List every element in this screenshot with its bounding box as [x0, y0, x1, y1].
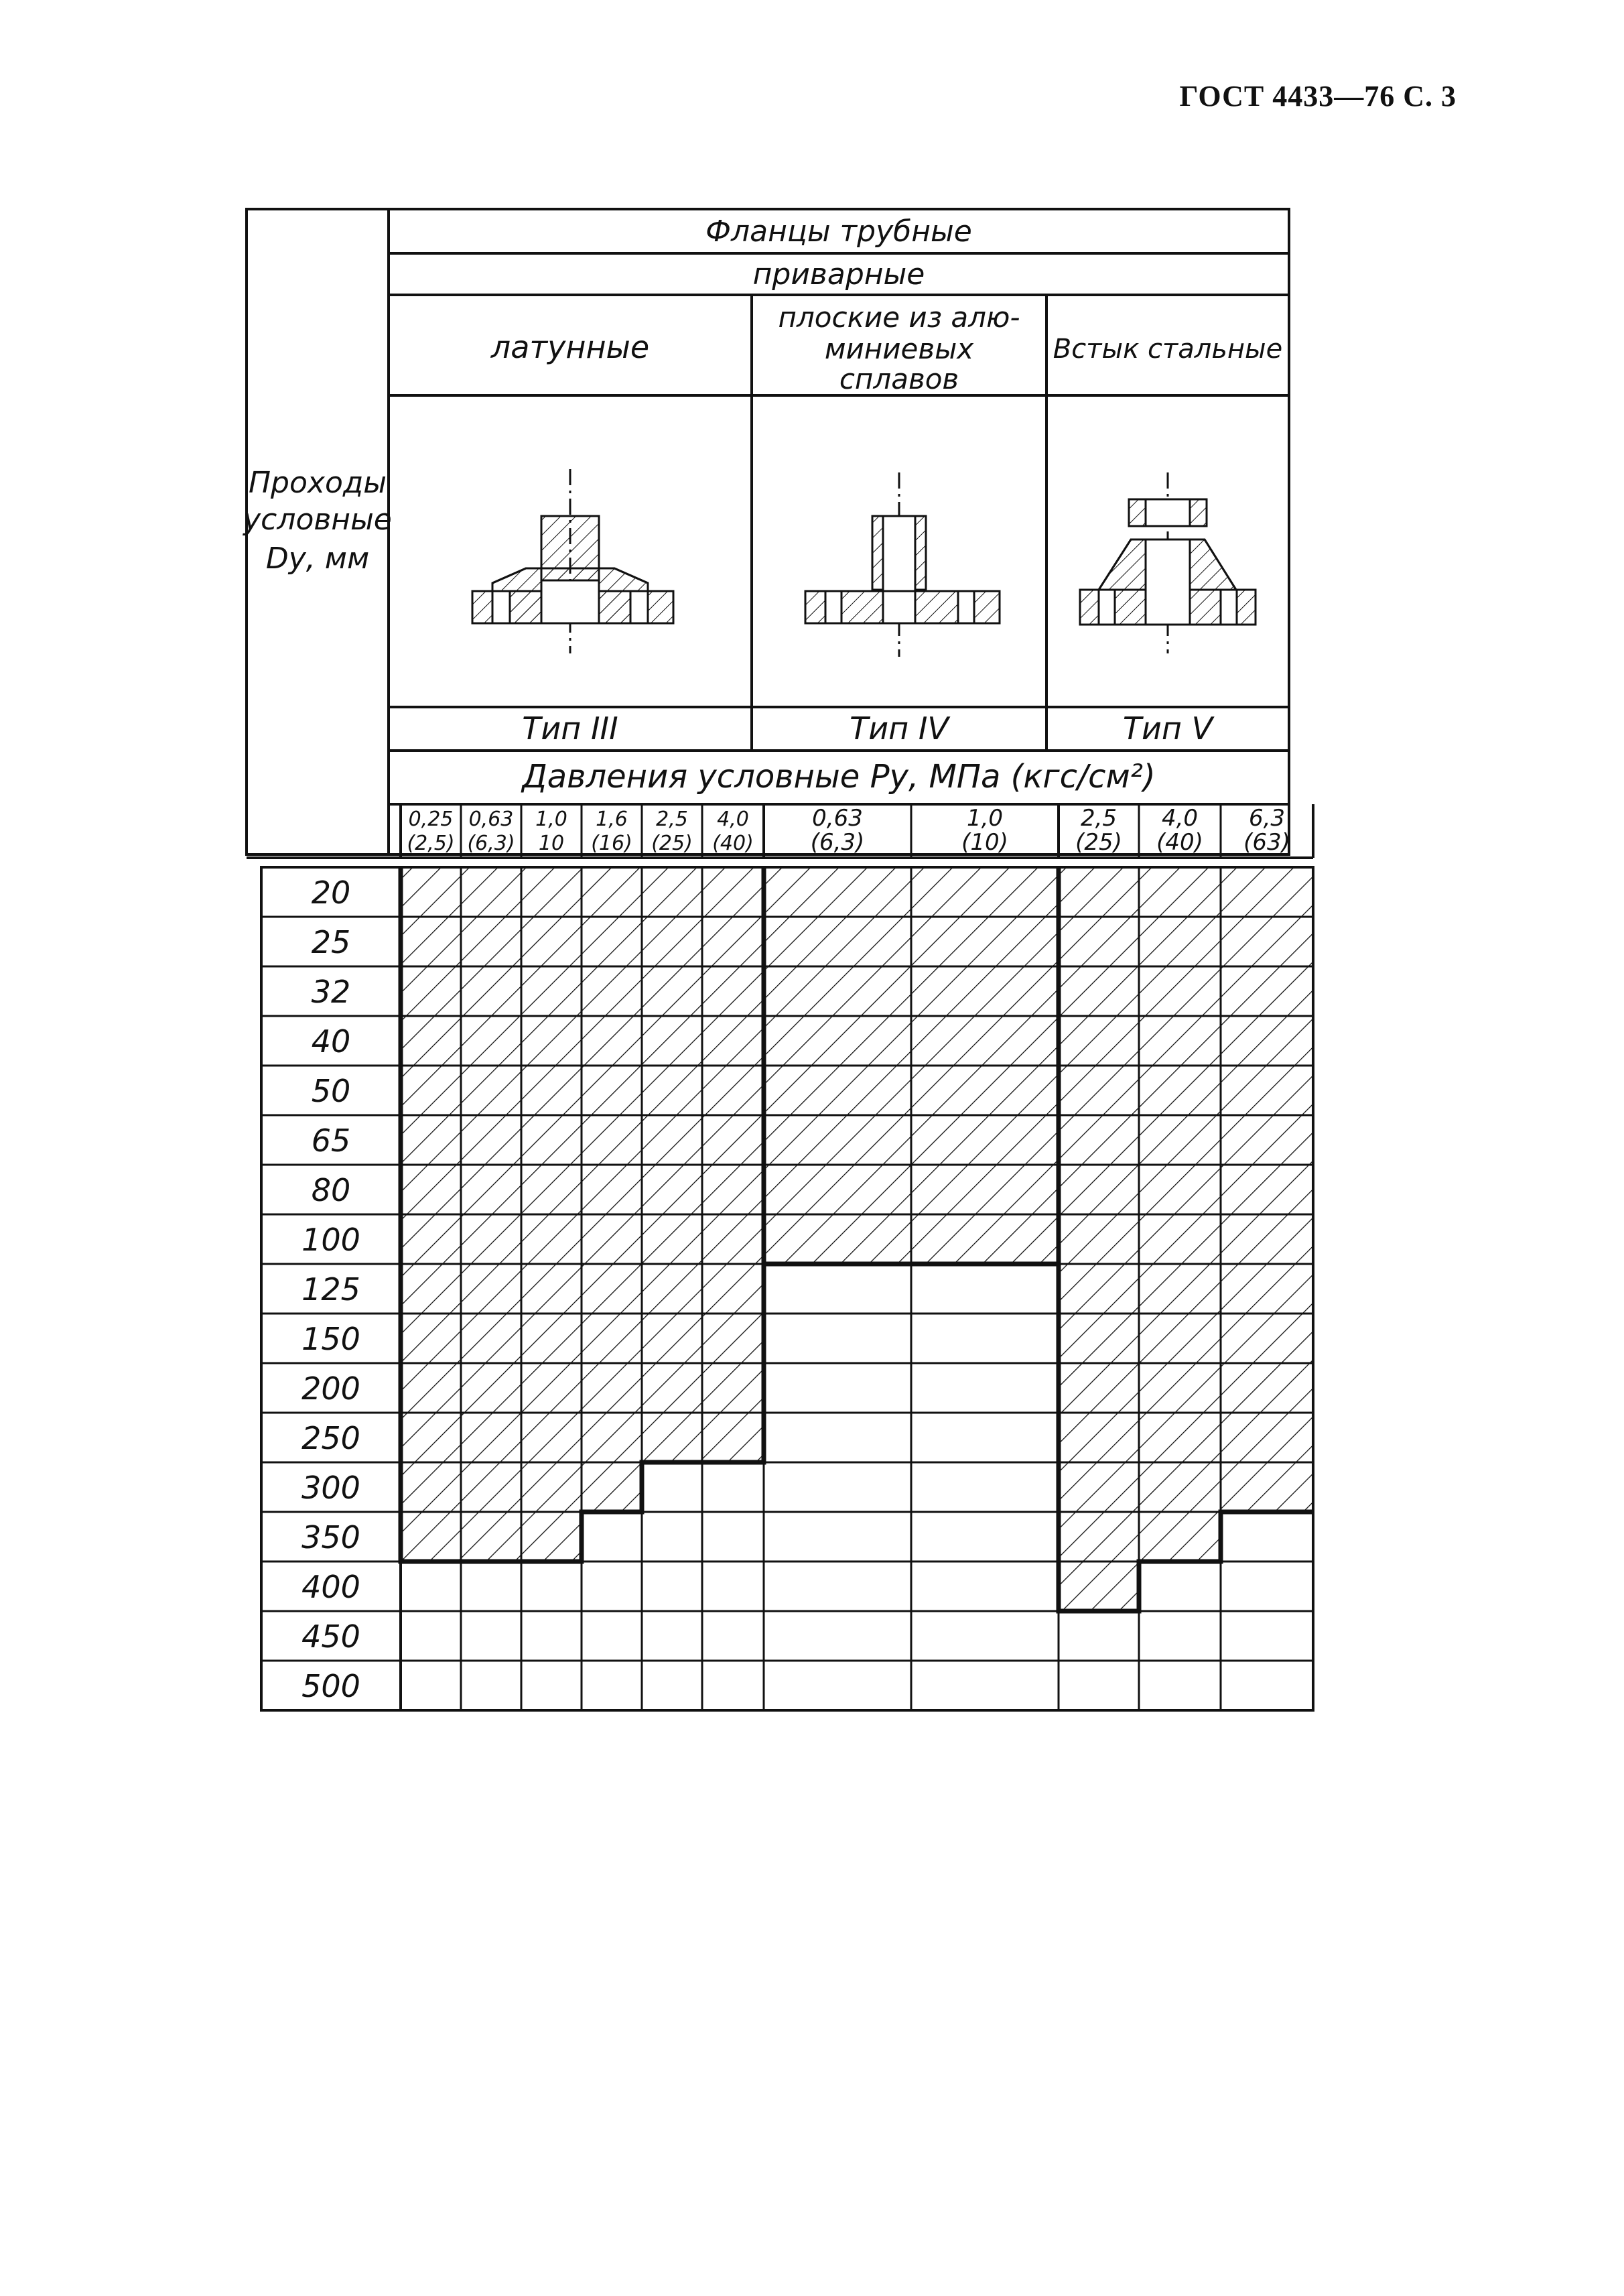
- pressure-header-row: [247, 804, 1313, 858]
- pressure-mpa-label: 0,63: [468, 808, 514, 831]
- availability-cell-fill: [1059, 867, 1139, 1611]
- diameter-label: 400: [301, 1569, 360, 1605]
- pressure-mpa-label: 1,0: [535, 808, 567, 831]
- availability-hatching: [401, 867, 1313, 1611]
- subgroup-aluminium-line-3: сплавов: [839, 363, 959, 395]
- diameter-label: 350: [301, 1519, 360, 1555]
- row-header-line-3: Dу, мм: [265, 541, 370, 576]
- diameter-label: 65: [311, 1123, 351, 1159]
- pressure-kgf-label: (6,3): [467, 832, 515, 855]
- subgroup-brass: латунные: [490, 329, 650, 365]
- subgroup-steel-butt: Встык стальные: [1053, 334, 1283, 365]
- flange-type-5-drawing: [1080, 472, 1256, 653]
- pressure-kgf-label: (40): [712, 832, 754, 855]
- type-3-label: Тип III: [522, 710, 618, 747]
- group-title-flanges: Фланцы трубные: [705, 214, 972, 249]
- availability-cell-fill: [582, 867, 642, 1512]
- availability-cell-fill: [1221, 867, 1313, 1512]
- pressure-mpa-label: 2,5: [1080, 805, 1118, 832]
- row-header: [242, 466, 392, 576]
- pressure-mpa-label: 4,0: [1161, 805, 1199, 832]
- pressure-mpa-label: 6,3: [1248, 805, 1286, 832]
- pressure-mpa-label: 1,6: [596, 808, 628, 831]
- row-header-line-2: условные: [243, 503, 392, 537]
- diameter-rows: [301, 875, 360, 1704]
- diameter-label: 500: [301, 1668, 360, 1704]
- pressure-mpa-label: 0,63: [812, 805, 863, 832]
- pressure-mpa-label: 0,25: [408, 808, 454, 831]
- pressure-kgf-label: (6,3): [810, 829, 865, 856]
- page-header: ГОСТ 4433—76 С. 3: [1179, 80, 1457, 113]
- diameter-label: 450: [301, 1618, 360, 1655]
- diameter-label: 80: [311, 1172, 351, 1208]
- diameter-label: 150: [301, 1321, 360, 1357]
- row-header-line-1: Проходы: [248, 466, 387, 500]
- pressure-kgf-label: (25): [651, 832, 693, 855]
- type-5-label: Тип V: [1122, 710, 1213, 747]
- pressure-kgf-label: 10: [538, 832, 565, 855]
- subgroup-aluminium-line-2: миниевых: [824, 332, 974, 365]
- pressure-mpa-label: 4,0: [717, 808, 749, 831]
- diameter-label: 125: [301, 1271, 360, 1308]
- flange-type-3-drawing: [472, 469, 673, 653]
- subgroup-aluminium-line-1: плоские из алю-: [778, 301, 1020, 334]
- diameter-label: 32: [311, 974, 351, 1010]
- diameter-label: 300: [301, 1470, 360, 1506]
- pressure-kgf-label: (63): [1243, 829, 1290, 856]
- diameter-label: 40: [311, 1023, 351, 1060]
- diameter-label: 50: [311, 1073, 351, 1109]
- type-4-label: Тип IV: [850, 710, 949, 747]
- pressure-mpa-label: 2,5: [656, 808, 688, 831]
- flange-type-4-drawing: [805, 472, 1000, 657]
- pressure-kgf-label: (10): [961, 829, 1008, 856]
- pressure-title: Давления условные Pу, МПа (кгс/см²): [522, 758, 1156, 795]
- pressure-kgf-label: (40): [1156, 829, 1203, 856]
- group-title-welded: приварные: [752, 257, 925, 292]
- diameter-label: 200: [301, 1370, 360, 1407]
- diameter-label: 25: [311, 924, 351, 960]
- pressure-kgf-label: (25): [1075, 829, 1122, 856]
- pressure-kgf-label: (16): [591, 832, 632, 855]
- diameter-label: 250: [301, 1420, 360, 1456]
- pressure-kgf-label: (2,5): [407, 832, 455, 855]
- diameter-label: 20: [311, 875, 351, 911]
- diameter-label: 100: [301, 1222, 360, 1258]
- pressure-mpa-label: 1,0: [966, 805, 1004, 832]
